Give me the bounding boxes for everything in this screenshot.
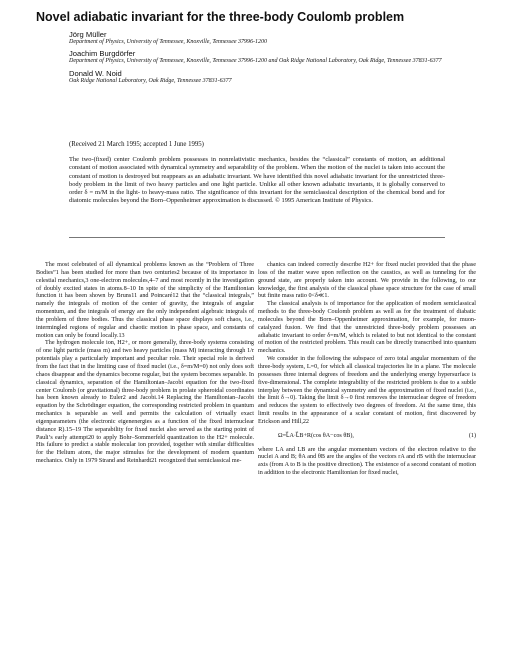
author-affiliation: Department of Physics, University of Tennessee, Knoxville, Tennessee 37996-1200	[69, 39, 268, 45]
body-paragraph: The classical analysis is of importance for the application of modern semiclassical methods to the three-body Coulomb problem as well as for the treatment of diabatic molecules beyond the Born–Oppenheimer approximation, for example, for muon-catalyzed fusion. We find that the unrestricted three-body problem possesses an adiabatic invariant to order δ=m/M, which is related to but not identical to the constant of motion of the restricted problem. This result can be directly transcribed into quantum mechanics.	[258, 301, 476, 355]
equation-text: Ω=L⃗A·L⃗B+R(cos θA−cos θB),	[278, 432, 354, 439]
equation-number: (1)	[468, 432, 476, 439]
paper-title: Novel adiabatic invariant for the three-body Coulomb problem	[36, 10, 405, 24]
author-affiliation: Oak Ridge National Laboratory, Oak Ridge, Tennessee 37831-6377	[69, 77, 232, 84]
author-name: Joachim Burgdörfer	[69, 49, 136, 59]
author-block	[69, 69, 489, 85]
body-paragraph: The most celebrated of all dynamical problems known as the “Problem of Three Bodies”1 has been studied for more than two centuries2 because of its importance in celestial mechanics,3 one-electron molecules,4–7 and most recently in the investigation of doubly excited states in atoms.8–10 In spite of the simplicity of the Hamiltonian function it has been shown by Bruns11 and Poincaré12 that the “classical integrals,” namely the integrals of motion of the center of gravity, the integrals of angular momentum, and the integrals of energy are the only independent algebraic integrals of the problem of three bodies. Thus the classical phase space displays soft chaos, i.e., intermingled regions of regular and chaotic motion in phase space, and constants of motion can only be found locally.13	[36, 262, 254, 339]
received-date: (Received 21 March 1995; accepted 1 June 1995)	[69, 141, 204, 148]
author-name: Jörg Müller	[69, 30, 107, 39]
right-column	[258, 262, 476, 478]
left-column	[36, 262, 254, 466]
author-list	[69, 30, 489, 88]
author-block	[69, 30, 489, 46]
body-paragraph: We consider in the following the subspace of zero total angular momentum of the three-body system, L=0, for which all classical trajectories lie in a plane. The molecule possesses three internal degrees of freedom and the underlying energy hypersurface is five-dimensional. The complete integrability of the restricted problem is due to a subtle interplay between the dynamical symmetry and the approximation of fixed nuclei (i.e., the limit δ→0). Taking the limit δ→0 first removes the internuclear degree of freedom and reduces the system to effectively two degrees of freedom. At the same time, this limit results in the appearance of a scalar constant of motion, first discovered by Erickson and Hill,22	[258, 356, 476, 425]
body-paragraph: chanics can indeed correctly describe H2+ for fixed nuclei provided that the phase loss of the matter wave upon reflection on the caustics, as well as tunneling for the ground state, are properly taken into account. We provide in the following, to our knowledge, the first analysis of the classical phase space structure for the case of small but finite mass ratio 0<δ≪1.	[258, 262, 476, 300]
author-name: Donald W. Noid	[69, 68, 122, 78]
equation-1	[258, 427, 476, 447]
author-block	[69, 49, 489, 65]
body-paragraph: where LA and LB are the angular momentum vectors of the electron relative to the nuclei A and B; θA and θB are the angles of the vectors rA and rB with the internuclear axis (from A to B is the positive direction). The existence of a second constant of motion in addition to the electronic Hamiltonian for fixed nuclei,	[258, 446, 476, 477]
section-divider	[69, 237, 445, 238]
author-affiliation: Department of Physics, University of Tennessee, Knoxville, Tennessee 37996-1200 and Oak Ridge National Laboratory, Oak Ridge, Tennessee 37831-6377	[69, 58, 442, 65]
abstract: The two-(fixed) center Coulomb problem possesses in nonrelativistic mechanics, besides the “classical” constants of motion, an additional constant of motion associated with dynamical symmetry and separability of the problem. When the motion of the nuclei is taken into account the constant of motion is destroyed but reappears as an adiabatic invariant. We have identified this novel adiabatic invariant for the unrestricted three-body problem in the limit of two heavy particles and one light particle. Unlike all other known adiabatic invariants, it is globally conserved to order δ = m/M in the light- to heavy-mass ratio. The significance of this invariant for the semiclassical description of the chemical bond and for diatomic molecules beyond the Born–Oppenheimer approximation is discussed. © 1995 American Institute of Physics.	[69, 156, 445, 205]
body-paragraph: The hydrogen molecule ion, H2+, or more generally, three-body systems consisting of one light particle (mass m) and two heavy particles (mass M) interacting through 1/r potentials play a particularly important and peculiar role. Their special role is derived from the fact that in the limiting case of fixed nuclei (i.e., δ=m/M=0) not only does soft chaos disappear and the dynamics become regular, but the system becomes separable. In classical dynamics, separation of the Hamiltonian–Jacobi equation for the two-fixed center Coulomb (or gravitational) three-body problem in prolate spheroidal coordinates has been known already to Euler2 and Jacobi.14 Replacing the Hamiltonian–Jacobi equation by the Schrödinger equation, the corresponding restricted problem in quantum mechanics is separable as well and permits the calculation of virtually exact eigenparameters (the electronic eigenenergies as a function of the fixed internuclear distance R).15–19 The separability for fixed nuclei also served as the starting point of Pauli’s early attempt20 to apply Bohr–Sommerfeld quantization to the H2+ molecule. His failure to predict a stable molecular ion provided, together with similar difficulties for the Helium atom, the major stimulus for the development of modern quantum mechanics. Only in 1979 Strand and Reinhardt21 recognized that semiclassical me-	[36, 340, 254, 465]
